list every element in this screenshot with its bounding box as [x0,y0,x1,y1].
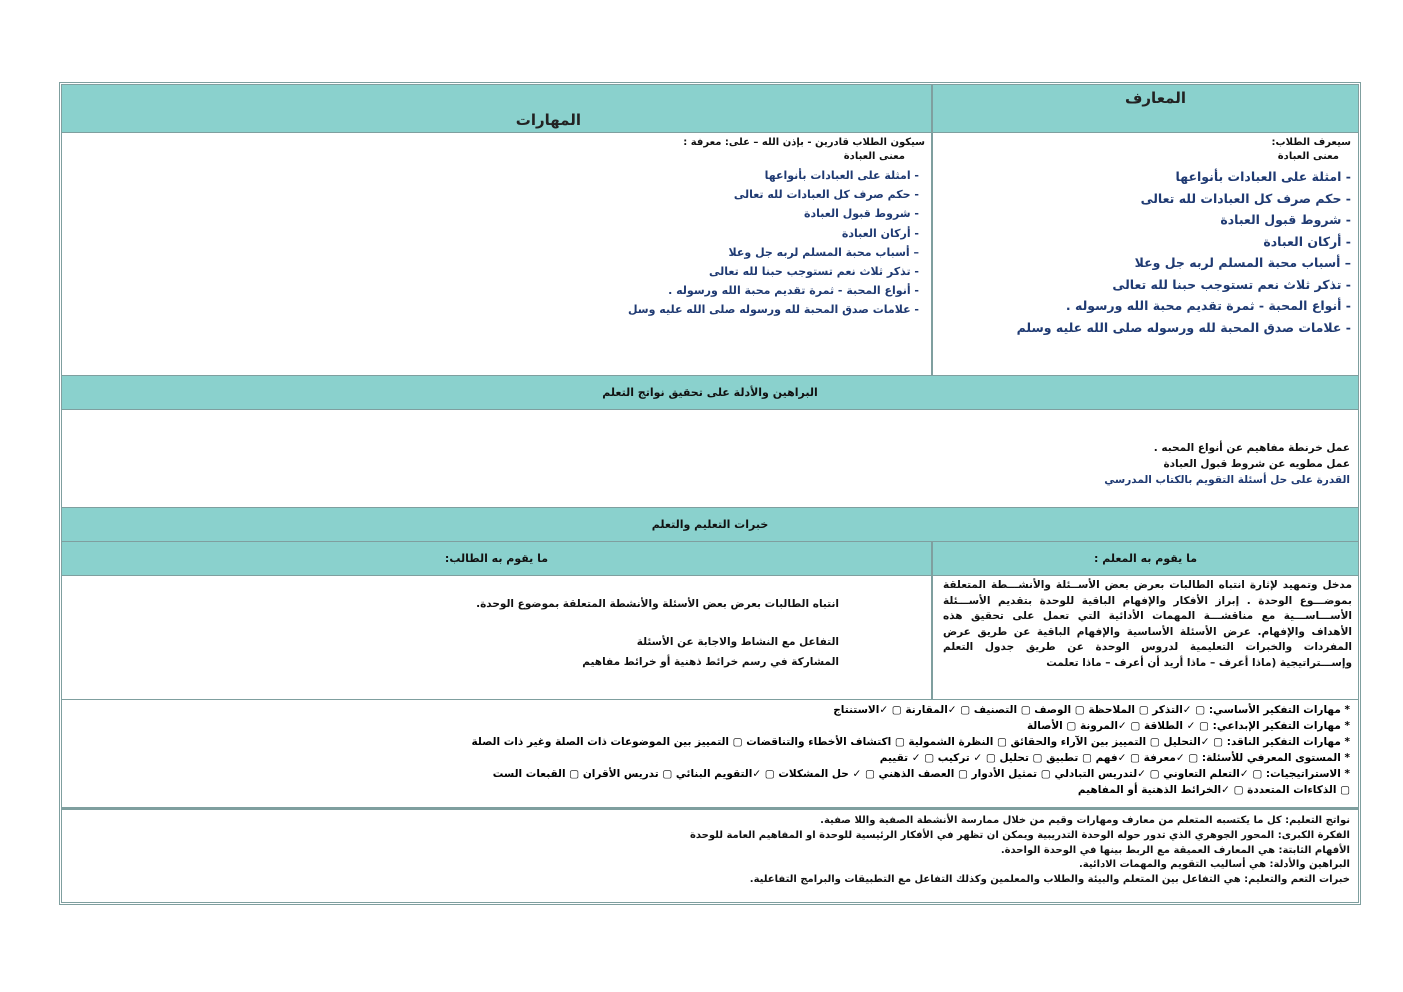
knowledge-intro: سيعرف الطلاب: [1271,137,1351,148]
list-item: – أسباب محبة المسلم لربه جل وعلا [1134,255,1351,270]
experiences-title: خبرات التعليم والتعلم [651,518,769,531]
skills-subtitle: معنى العبادة [843,151,905,162]
glossary-line: نواتج التعليم: كل ما يكتسبه المتعلم من معارف ومهارات وقيم من خلال ممارسة الأنشطة الصفية واللا صفية. [820,815,1350,826]
checklist-line: ▢ الذكاءات المتعددة ▢ ✓الخرائط الذهنية أو المفاهيم [1077,784,1350,796]
checklist-line: * المستوى المعرفي للأسئلة: ▢ ✓معرفة ▢ ✓فهم ▢ تطبيق ▢ تحليل ▢ ✓ تركيب ▢ ✓ تقييم [879,752,1350,764]
glossary-line: الفكرة الكبرى: المحور الجوهري الذي تدور حوله الوحدة التدريبية ويمكن ان تظهر في الأفكار الرئيسية للوحدة او المفاهيم العامة للوحدة [690,829,1350,841]
objectives-row [62,133,1358,376]
knowledge-list [933,166,1351,338]
skills-cell [62,133,933,375]
skills-title: المهارات [515,111,581,129]
teacher-cell [933,576,1358,699]
teacher-title: ما يقوم به المعلم : [1093,552,1198,565]
list-item: – أسباب محبة المسلم لربه جل وعلا [728,245,919,259]
student-header [62,542,933,575]
glossary-row [62,808,1358,902]
list-item: - أنواع المحبة - ثمرة تقديم محبة الله ورسوله . [668,284,919,298]
checklist-line: * الاستراتيجيات: ▢ ✓التعلم التعاوني ▢ ✓لتدريس التبادلي ▢ تمثيل الأدوار ▢ العصف الذهني ▢ ✓ حل المشكلات ▢ ✓التقويم البنائي ▢ تدريس الأقران ▢ القبعات الست [492,768,1350,780]
glossary-line: البراهين والأدلة: هي أساليب التقويم والمهمات الادائية. [1078,859,1350,871]
list-item: - شروط قبول العبادة [1220,212,1351,227]
teacher-text: مدخل وتمهيد لإثارة انتباه الطالبات بعرض بعض الأســئلة والأنشـــطة المتعلقة بموضـــوع الوحدة . إبراز الأفكار والإفهام الباقية للوحدة بتقديم الأســـئلة الأســـاســـية مع مناقشـــة المهمات الأدائية التي تعمل على تحقيق هذه الأهداف والإفهام. عرض الأسئلة الأساسية والإفهام الباقية عن طريق عرض المفردات والخبرات التعليمية لدروس الوحدة عن طريق جدول التعلم وإســـتراتيجية (ماذا أعرف – ماذا أريد أن أعرف – ماذا تعلمت [943,579,1352,669]
glossary-line: خبرات التعم والتعليم: هي التفاعل بين المتعلم والبيئة والطلاب والمعلمين وكذلك التفاعل مع التطبيقات والبرامج التفاعلية. [749,874,1350,886]
list-item: - أركان العبادة [841,226,919,240]
student-cell [62,576,933,699]
skills-list [62,166,925,320]
evidence-line: عمل خرنطة مفاهيم عن أنواع المحبه . [1153,442,1350,454]
unit-plan-table [59,82,1361,905]
list-item: - امثلة على العبادات بأنواعها [1175,169,1351,184]
student-line: المشاركة في رسم خرائط ذهنية أو خرائط مفاهيم [582,656,839,668]
list-item: - حكم صرف كل العبادات لله تعالى [1140,190,1351,206]
roles-row [62,576,1358,700]
evidence-header-row [62,376,1358,410]
list-item: - امثلة على العبادات بأنواعها [764,169,919,182]
roles-header-row [62,542,1358,576]
list-item: - حكم صرف كل العبادات لله تعالى [733,188,919,202]
skills-header [62,85,933,132]
skills-checklist-row [62,700,1358,808]
student-title: ما يقوم به الطالب: [444,552,549,565]
glossary-line: الأفهام الثابتة: هي المعارف العميقة مع الربط بينها في الوحدة الواحدة. [1000,844,1350,856]
checklist-line: * مهارات التفكير الناقد: ▢ ✓التحليل ▢ التمييز بين الآراء والحقائق ▢ النظرة الشمولية ▢ اكتشاف الأخطاء والتناقضات ▢ التمييز بين الموضوعات ذات الصلة وغير ذات الصلة [471,736,1350,748]
list-item: - شروط قبول العبادة [804,207,919,221]
list-item: - أنواع المحبة - ثمرة تقديم محبة الله ورسوله . [1065,298,1351,313]
header-row [62,85,1358,133]
knowledge-header [933,85,1358,132]
evidence-line: عمل مطويه عن شروط قبول العبادة [1163,458,1350,470]
evidence-row [62,410,1358,508]
student-line: انتباه الطالبات بعرض بعض الأسئلة والأنشطة المتعلقة بموضوع الوحدة. [476,598,839,610]
experiences-header-row [62,508,1358,542]
list-item: - تذكر ثلاث نعم تستوجب حبنا لله تعالى [1112,276,1351,292]
skills-intro: سيكون الطلاب قادرين - بإذن الله – على: معرفة : [683,137,925,148]
teacher-header [933,542,1358,575]
list-item: - علامات صدق المحبة لله ورسوله صلى الله عليه وسل [627,303,919,317]
evidence-title: البراهين والأدلة على تحقيق نواتج التعلم [602,386,818,399]
checklist-line: * مهارات التفكير الإبداعي: ▢ ✓ الطلاقة ▢ ✓المرونة ▢ الأصالة [1026,720,1350,732]
list-item: - أركان العبادة [1263,233,1351,249]
knowledge-cell [933,133,1358,375]
evidence-line: القدرة على حل أسئلة التقويم بالكتاب المدرسي [1104,474,1350,486]
knowledge-subtitle: معنى العبادة [1277,151,1339,162]
student-line: التفاعل مع النشاط والاجابة عن الأسئلة [636,636,839,648]
checklist-line: * مهارات التفكير الأساسي: ▢ ✓التذكر ▢ الملاحظة ▢ الوصف ▢ التصنيف ▢ ✓المقارنة ▢ ✓الاستنتاج [833,704,1350,716]
knowledge-title: المعارف [1125,89,1186,107]
list-item: - تذكر ثلاث نعم تستوجب حبنا لله تعالى [709,265,919,279]
list-item: - علامات صدق المحبة لله ورسوله صلى الله عليه وسلم [1016,319,1351,335]
